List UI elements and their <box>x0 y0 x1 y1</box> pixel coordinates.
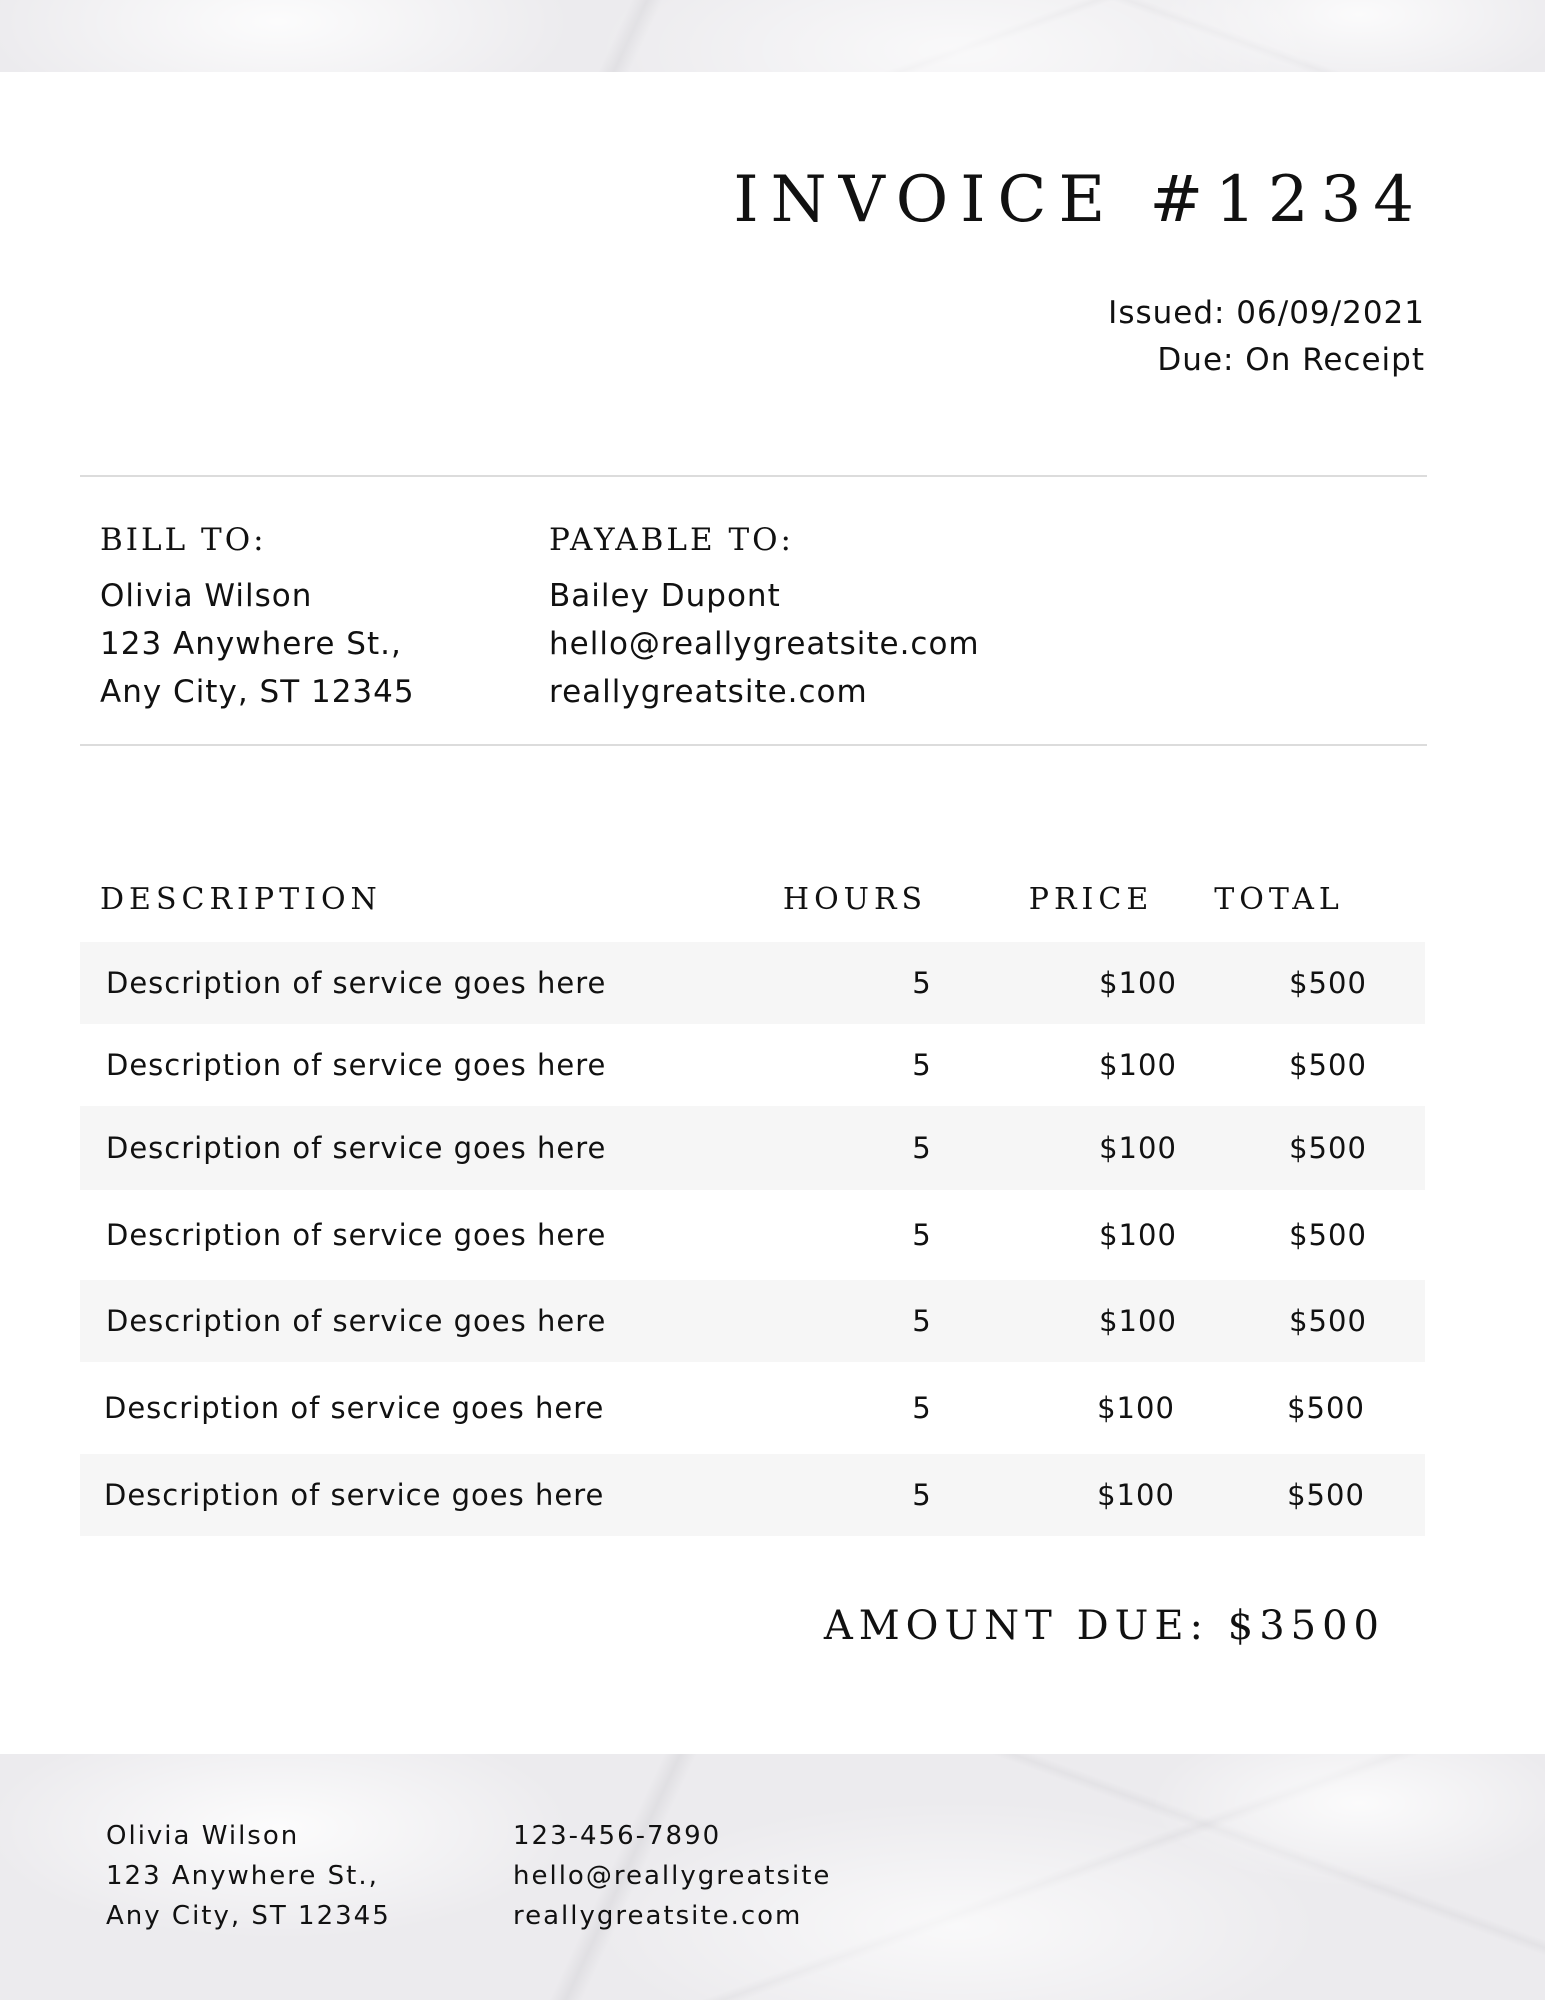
footer-website: reallygreatsite.com <box>513 1901 803 1931</box>
payable-to-name: Bailey Dupont <box>549 578 781 614</box>
issued-date: Issued: 06/09/2021 <box>1108 295 1425 331</box>
table-row <box>80 1024 1425 1106</box>
row-price-text: $100 <box>1099 1218 1177 1252</box>
table-row <box>80 1190 1425 1280</box>
payable-to-website: reallygreatsite.com <box>549 674 868 710</box>
row-description <box>106 1190 606 1280</box>
row-total-text: $500 <box>1289 1048 1367 1082</box>
footer-phone: 123-456-7890 <box>513 1821 722 1851</box>
row-description <box>106 1024 606 1106</box>
row-total-text: $500 <box>1289 1131 1367 1165</box>
table-header <box>80 878 1425 922</box>
row-description <box>106 1280 606 1362</box>
column-header-total-label: TOTAL <box>1214 882 1344 917</box>
table-row <box>80 1362 1425 1454</box>
row-description <box>104 1454 604 1536</box>
bill-to-name: Olivia Wilson <box>100 578 313 614</box>
line-items-table <box>80 942 1425 1536</box>
column-header-price-label: PRICE <box>1028 882 1154 917</box>
due-date: Due: On Receipt <box>1157 342 1425 378</box>
row-hours-text: 5 <box>912 966 932 1000</box>
invoice-title: INVOICE #1234 <box>733 163 1426 237</box>
row-hours-text: 5 <box>912 1391 932 1425</box>
row-hours-text: 5 <box>912 1478 932 1512</box>
row-total-text: $500 <box>1287 1391 1365 1425</box>
row-hours-text: 5 <box>912 1218 932 1252</box>
row-description-text: Description of service goes here <box>104 1478 605 1512</box>
row-price-text: $100 <box>1099 966 1177 1000</box>
invoice-dates <box>1108 290 1425 384</box>
table-row <box>80 1280 1425 1362</box>
row-description <box>106 1106 606 1190</box>
divider-bottom <box>80 744 1427 746</box>
bill-to-section <box>100 520 415 716</box>
payable-to-section <box>549 520 980 716</box>
row-description-text: Description of service goes here <box>106 1131 607 1165</box>
row-description-text: Description of service goes here <box>106 1218 607 1252</box>
row-price-text: $100 <box>1099 1131 1177 1165</box>
row-hours-text: 5 <box>912 1304 932 1338</box>
row-description-text: Description of service goes here <box>106 1048 607 1082</box>
row-total-text: $500 <box>1289 1304 1367 1338</box>
bill-to-address-line2: Any City, ST 12345 <box>100 674 415 710</box>
column-header-description: DESCRIPTION <box>100 882 382 917</box>
row-description <box>106 942 606 1024</box>
amount-due: AMOUNT DUE: $3500 <box>823 1603 1385 1649</box>
bill-to-heading: BILL TO: <box>100 522 267 558</box>
table-row <box>80 942 1425 1024</box>
footer-email: hello@reallygreatsite <box>513 1861 832 1891</box>
footer-address <box>106 1816 391 1936</box>
row-hours-text: 5 <box>912 1048 932 1082</box>
row-price-text: $100 <box>1099 1048 1177 1082</box>
divider-top <box>80 475 1427 477</box>
row-description-text: Description of service goes here <box>106 966 607 1000</box>
row-description-text: Description of service goes here <box>104 1391 605 1425</box>
footer-contact <box>513 1816 831 1936</box>
row-price-text: $100 <box>1097 1478 1175 1512</box>
row-total-text: $500 <box>1289 966 1367 1000</box>
footer-name: Olivia Wilson <box>106 1821 300 1851</box>
column-header-hours-label: HOURS <box>782 882 928 917</box>
footer-address-line2: Any City, ST 12345 <box>106 1901 391 1931</box>
payable-to-email: hello@reallygreatsite.com <box>549 626 980 662</box>
footer-address-line1: 123 Anywhere St., <box>106 1861 379 1891</box>
row-description-text: Description of service goes here <box>106 1304 607 1338</box>
payable-to-heading: PAYABLE TO: <box>549 522 794 558</box>
table-row <box>80 1454 1425 1536</box>
row-total-text: $500 <box>1287 1478 1365 1512</box>
row-total-text: $500 <box>1289 1218 1367 1252</box>
row-description <box>104 1362 604 1454</box>
row-price-text: $100 <box>1097 1391 1175 1425</box>
table-row <box>80 1106 1425 1190</box>
row-hours-text: 5 <box>912 1131 932 1165</box>
marble-header-band <box>0 0 1545 72</box>
row-price-text: $100 <box>1099 1304 1177 1338</box>
bill-to-address-line1: 123 Anywhere St., <box>100 626 402 662</box>
